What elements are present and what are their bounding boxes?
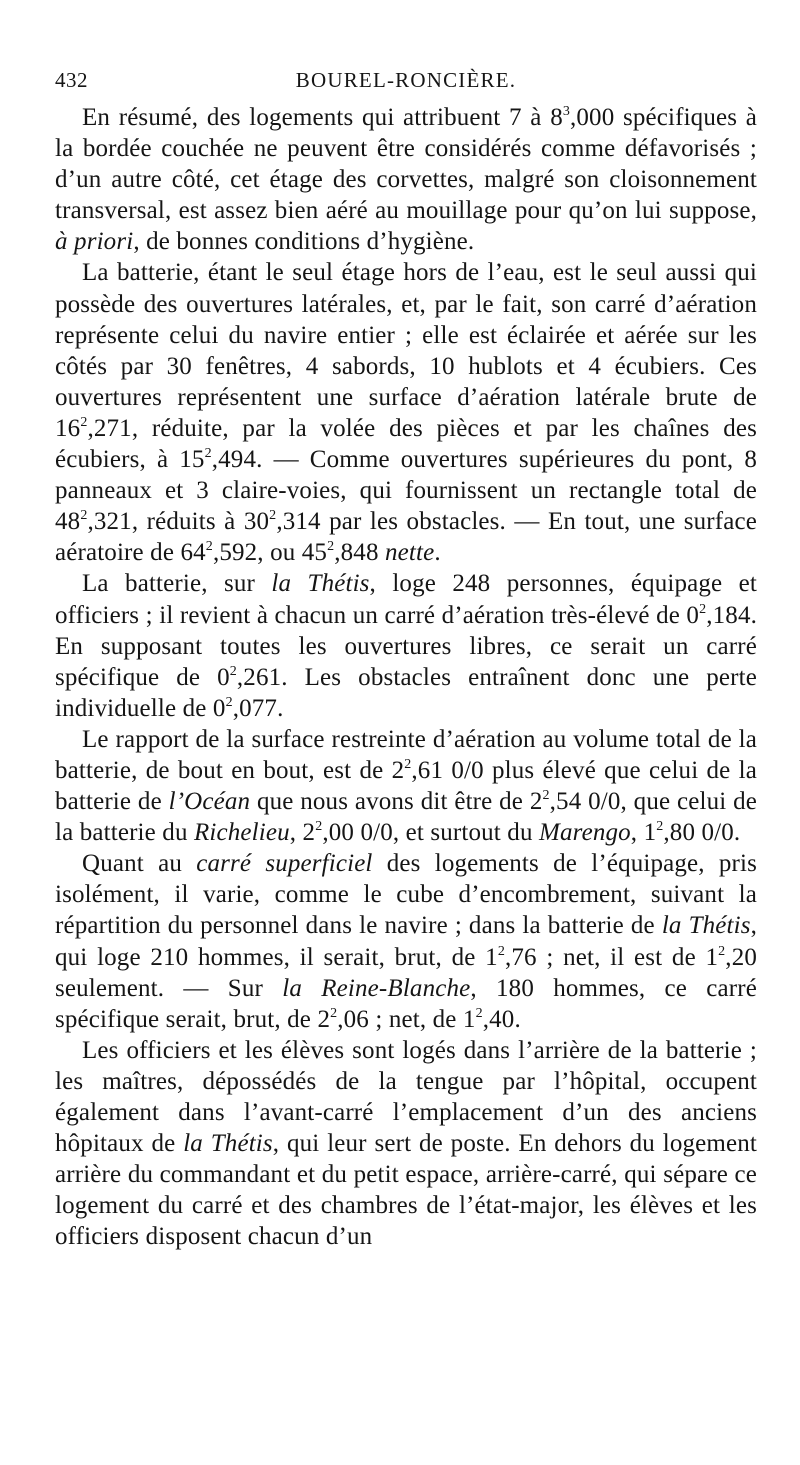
paragraph xyxy=(55,257,757,568)
text-run: ,077. xyxy=(232,694,284,722)
text-run: , qui loge 210 hommes, il serait, brut, de 1 xyxy=(55,912,757,971)
superscript: 2 xyxy=(225,694,233,710)
paragraph xyxy=(55,102,757,257)
italic-text: nette xyxy=(385,539,435,567)
superscript: 3 xyxy=(562,104,570,119)
text-run: En résumé, des logements qui attribuent 7 à 8 xyxy=(82,104,563,131)
superscript: 2 xyxy=(80,508,88,524)
superscript: 2 xyxy=(204,446,212,462)
text-run: , 1 xyxy=(630,819,657,847)
text-run: ,271, réduite, par la volée des pièces et par les chaînes des écubiers, à 15 xyxy=(55,414,757,474)
text-run: ,184. En supposant toutes les ouvertures libres, ce serait un carré spécifique de 0 xyxy=(55,601,757,691)
paragraph xyxy=(55,848,757,1035)
italic-text: la Thétis xyxy=(661,912,751,940)
text-run: , qui leur sert de poste. En dehors du logement arrière du commandant et du petit espace, arrière-carré, qui sépare ce logement du carré et des chambres de l’état-major, les élèves et les officiers disposent chacun d’un xyxy=(55,1130,757,1251)
body-text xyxy=(55,102,757,1252)
text-run: des logements de l’équipage, pris isolément, il varie, comme le cube d’encombrement, suivant la répartition du personnel dans le navire ; dans la batterie de xyxy=(55,850,758,940)
superscript: 2 xyxy=(229,663,237,679)
italic-text: carré superficiel xyxy=(196,850,373,878)
italic-text: la Thétis xyxy=(183,1130,273,1158)
text-run: ,848 xyxy=(334,539,385,567)
text-run: La batterie, sur xyxy=(82,570,272,598)
italic-text: l’Océan xyxy=(168,788,251,816)
text-run: ,494. — Comme ouvertures supérieures du pont, 8 panneaux et 3 claire-voies, qui fournissent un rectangle total de 48 xyxy=(55,446,757,536)
italic-text: à priori xyxy=(55,228,134,256)
italic-text: Marengo xyxy=(539,819,631,847)
text-run: La batterie, étant le seul étage hors de l’eau, est le seul aussi qui possède des ouvertures latérales, et, par le fait, son carré d’aération représente celui du navire entier ; elle est éclairée et aérée sur les côtés par 30 fenêtres, 4 sabords, 10 hublots et 4 écubiers. Ces ouvertures représentent une surface d’aération latérale brute de 16 xyxy=(55,259,757,442)
text-run: ,321, réduits à 30 xyxy=(87,508,270,536)
running-head: BOUREL-RONCIÈRE. xyxy=(295,68,517,92)
text-run: ,00 0/0, et surtout du xyxy=(322,819,539,847)
text-run: ,000 spécifiques à la bordée couchée ne peuvent être considérés comme défavorisés ; d’un autre côté, cet étage des corvettes, malgré son cloisonnement transversal, est assez bien aéré au mouillage pour qu’on lui suppose, xyxy=(55,104,757,225)
text-run: ,261. Les obstacles entraînent donc une perte individuelle de 0 xyxy=(55,663,757,722)
text-run: ,40. xyxy=(482,1005,521,1033)
superscript: 2 xyxy=(80,414,88,430)
superscript: 2 xyxy=(269,508,277,524)
text-run: ,80 0/0. xyxy=(663,819,741,847)
superscript: 2 xyxy=(542,788,550,804)
superscript: 2 xyxy=(718,943,726,959)
text-run: , de bonnes conditions d’hygiène. xyxy=(133,228,475,256)
superscript: 2 xyxy=(205,539,213,555)
superscript: 2 xyxy=(497,943,505,959)
text-run: ,54 0/0, que celui de la batterie du xyxy=(55,788,757,847)
paragraph xyxy=(55,1035,757,1253)
paragraph xyxy=(55,724,757,848)
page-number: 432 xyxy=(55,68,88,92)
text-run: Le rapport de la surface restreinte d’aération au volume total de la batterie, de bout en bout, est de 2 xyxy=(55,725,757,784)
superscript: 2 xyxy=(404,756,412,772)
text-run: ,20 seulement. — Sur xyxy=(55,943,757,1002)
superscript: 2 xyxy=(330,1005,338,1021)
superscript: 2 xyxy=(327,539,335,555)
text-run: Les officiers et les élèves sont logés dans l’arrière de la batterie ; les maîtres, dépossédés de la tengue par l’hôpital, occupent également dans l’avant-carré l’emplacement d’un des anciens hôpitaux de xyxy=(55,1036,757,1158)
page-header xyxy=(55,62,757,98)
superscript: 2 xyxy=(699,601,707,617)
text-run: , 180 hommes, ce carré spécifique serait, brut, de 2 xyxy=(55,974,757,1033)
superscript: 2 xyxy=(315,819,323,835)
text-run: ,76 ; net, il est de 1 xyxy=(504,943,719,971)
italic-text: Richelieu xyxy=(194,819,290,847)
text-run: ,61 0/0 plus élevé que celui de la batterie de xyxy=(55,756,757,816)
text-run: . xyxy=(434,539,441,567)
text-run: que nous avons dit être de 2 xyxy=(250,788,543,816)
superscript: 2 xyxy=(656,819,664,835)
text-run: , loge 248 personnes, équipage et officiers ; il revient à chacun un carré d’aération très-élevé de 0 xyxy=(55,570,757,629)
text-run: , 2 xyxy=(289,819,316,847)
text-run: Quant au xyxy=(82,850,197,878)
italic-text: la Reine-Blanche xyxy=(282,974,471,1002)
text-run: ,06 ; net, de 1 xyxy=(337,1005,476,1033)
text-run: ,314 par les obstacles. — En tout, une surface aératoire de 64 xyxy=(55,508,757,567)
text-run: ,592, ou 45 xyxy=(212,539,328,567)
superscript: 2 xyxy=(475,1005,483,1021)
paragraph xyxy=(55,568,757,723)
italic-text: la Thétis xyxy=(271,570,370,598)
